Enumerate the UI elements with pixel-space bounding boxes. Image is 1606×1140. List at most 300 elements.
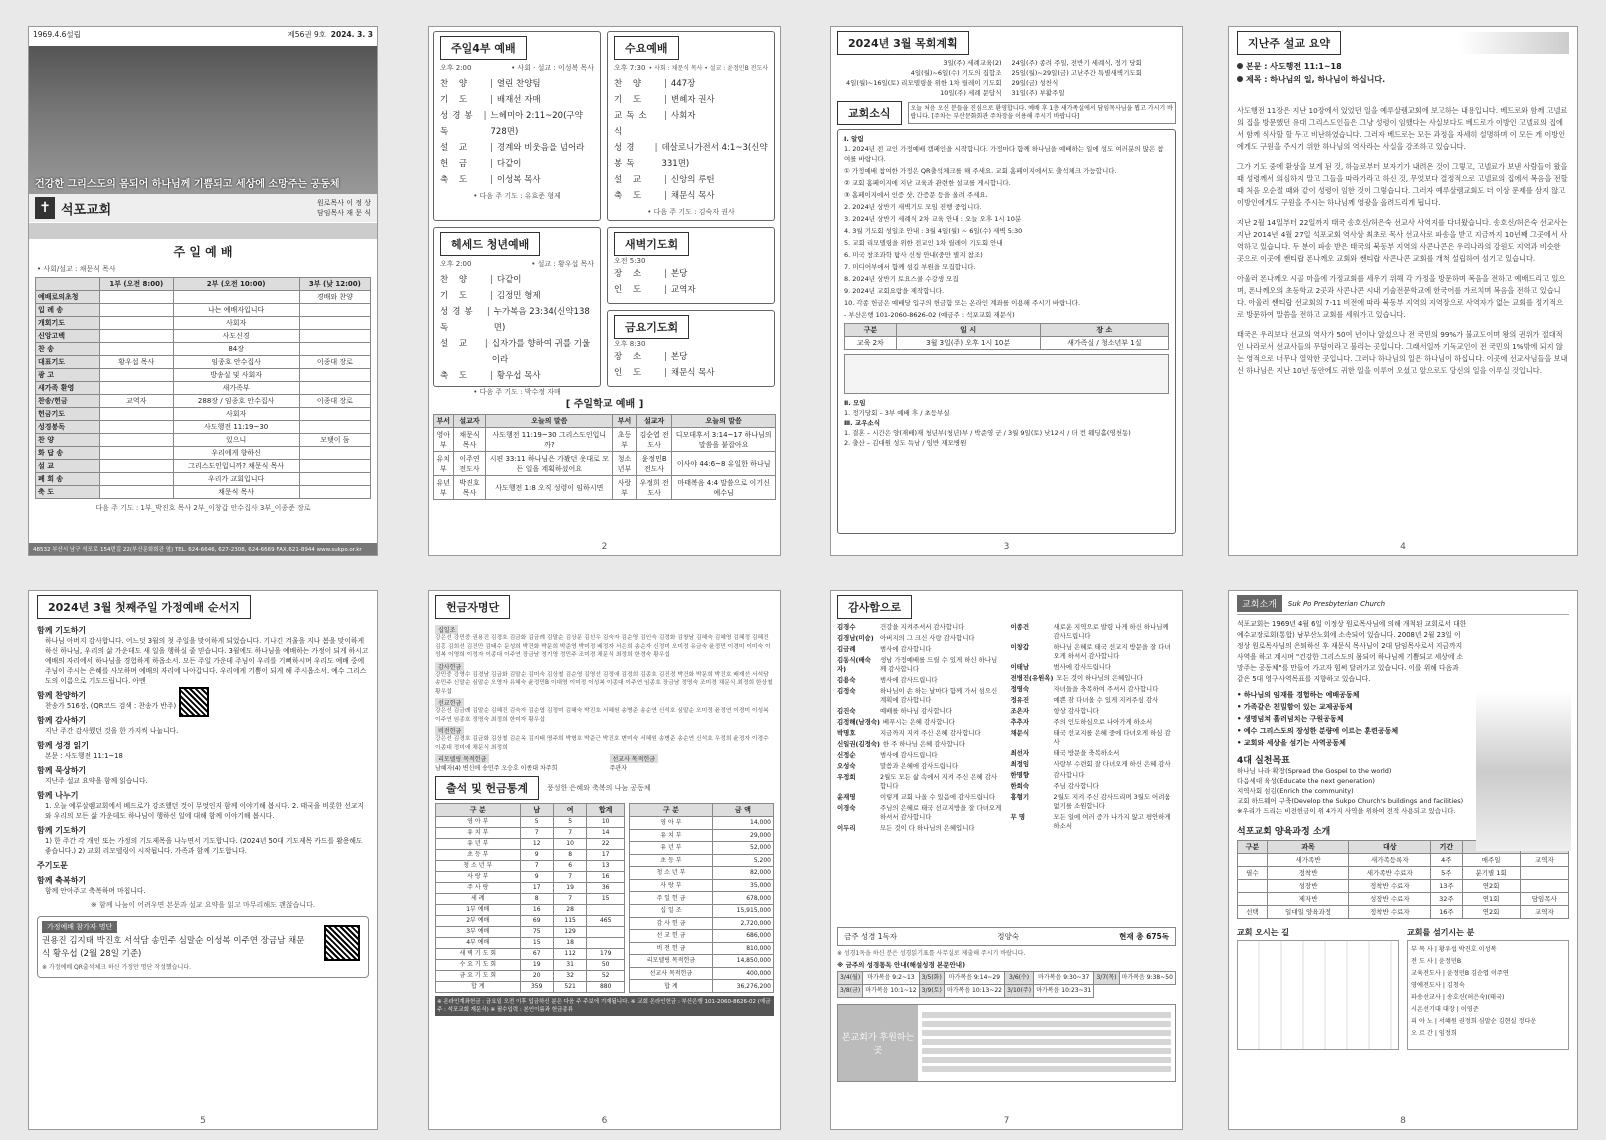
hymn-qr-code-icon[interactable] [179,687,209,717]
off-cell: 810,000 [712,942,773,955]
att-cell: 9 [520,850,553,861]
meeting-item: 1. 정기당회 – 3부 예배 후 / 초등부실 [844,409,950,417]
thanks-name: 김정숙 [837,687,856,695]
course-header: 기간 [1431,841,1462,854]
off-cell: 686,000 [712,930,773,943]
youth-next: • 다음 주 기도 : 박수정 자매 [473,388,561,396]
thanks-entry [1011,643,1177,661]
att-cell: 179 [587,949,625,960]
order-cell: 교역자 [100,395,174,408]
course-cell: 정착반 수료자 [1349,906,1431,919]
thanks-name: 채문식 [1010,729,1030,737]
order-cell: 288장 / 임종호 안수집사 [173,395,299,408]
course-header: 과목 [1267,841,1349,854]
goal-item: • 가족같은 친밀함이 있는 교제공동체 [1237,703,1353,711]
row-value: 교역자 [670,285,696,295]
plan-item: 31일(주) 부활주일 [1011,89,1065,97]
thanks-name: 신정순 [837,751,856,759]
thanks-text: 새로운 지역으로 발령 나게 하신 하나님께 감사드립니다 [1053,623,1169,640]
bulletin-page-3 [830,26,1183,556]
att-row [436,927,625,938]
course-cell: 32주 [1431,893,1462,906]
school-header: 오늘의 말씀 [486,415,613,428]
off-row [630,930,774,943]
service-row [614,108,768,140]
att-cell [587,927,625,938]
order-cell [100,421,174,434]
row-label: 설 교 [440,339,472,349]
section-text: 찬송가 516장, (QR코드 검색 : 찬송가 반주) [45,702,177,710]
service-row [614,188,768,204]
remodel-label: 리모델링 목적헌금 [435,754,489,763]
baptism-table [844,323,1169,350]
row-value: 배재선 자매 [496,95,541,105]
school-row [434,452,776,476]
off-row [630,892,774,905]
off-row [630,917,774,930]
sunday-service-title: 주 일 예 배 [173,245,233,259]
section-heading: 함께 축복하기 [37,876,87,885]
row-sep: | [484,339,488,349]
order-cell: 신앙고백 [36,330,100,343]
thanks-text: 예배를 하나님 감사합니다 [880,707,952,715]
order-cell: 채문식 목사 [173,486,299,499]
row-sep: | [664,79,667,89]
school-cell: 사도행전 1:8 오직 성령이 임하시면 [486,476,613,500]
order-cell [299,382,370,395]
page-number: 8 [1400,1116,1406,1126]
att-cell: 15 [520,938,553,949]
row-sep: | [664,175,667,185]
sermon-paragraph: 지난 2월 14일부터 22일까지 태국 송호신/허은숙 선교사 사역지를 다녀왔습니다. 송호신/허은숙 선교사는 지난 2014년 4월 27일 석포교회 역사상 최초로 목사 선교사로 파송을 받고 지금까지 10년째 그곳에서 사역하고 있습니다. 두 분이 파송 받은 태국의 북동부 지역의 사콘나콘은 우리나라의 강원도 지역과 비슷한 곳으로 이곳에 쌘티랍 폰나께오 교회와 쌘티랍 사콘나콘 교회를 개척 설립하여 섬기고 있습니다. [1237,218,1568,263]
school-row [434,428,776,452]
off-cell: 15,915,000 [712,904,773,917]
order-cell: 84장 [173,343,299,356]
course-cell [1520,880,1568,893]
thanks-entry [837,762,1003,771]
thanks-text: 범사에 감사드립니다 [880,751,938,759]
server-item: 부 목 사 | 황우섭 박진호 이성복 [1411,946,1497,953]
thanks-entry [1011,623,1177,641]
row-label: 설 교 [440,143,472,153]
service-row [440,368,594,384]
thanks-text: 말씀과 은혜에 감사드립니다 [880,762,959,770]
intro-title: 교회소개 [1237,595,1282,612]
service-row [440,304,594,336]
server-item: 파송선교사 | 송호신(허은숙)(태국) [1411,994,1505,1001]
att-cell: 주 사 랑 [436,883,521,894]
order-cell [173,291,299,304]
att-cell: 유 치 부 [436,828,521,839]
thanks-text: 이렇게 교회 나올 수 있음에 감사드립니다 [880,793,996,801]
plan-item: 29일(금) 성찬식 [1011,79,1059,87]
thanks-text: 자녀들을 축복하여 주셔서 감사합니다 [1053,685,1159,693]
order-cell [100,330,174,343]
page-number: 3 [1003,542,1010,552]
course-row [1238,893,1569,906]
thanks-entry [837,687,1003,705]
course-cell: 연1회 [1462,893,1520,906]
course-cell: 연2회 [1462,880,1520,893]
row-label: 찬 양 [614,79,646,89]
att-row [436,883,625,894]
thanks-entry [1011,696,1177,705]
att-cell: 10 [587,817,625,828]
order-row [36,291,371,304]
family-worship-title: 2024년 3월 첫째주일 가정예배 순서지 [37,595,251,619]
att-cell: 5 [520,817,553,828]
decoration-image [1459,32,1569,54]
service4-title: 주일4부 예배 [440,36,527,60]
att-cell: 8 [553,850,586,861]
thanks-entry [837,707,1003,716]
plan-passage: 마가복음 10:13~22 [944,985,1004,998]
thanks-text: 모든 것이 다 하나님의 은혜입니다 [880,824,975,832]
order-cell [100,291,174,304]
att-cell: 7 [553,872,586,883]
lead-pastor: 담임목사 재 문 식 [316,209,371,217]
thanks-entry [837,634,1003,643]
thanks-entry [837,804,1003,822]
off-cell: 영 아 부 [630,817,713,830]
thanks-text: 감사합니다 [1053,771,1085,779]
notice-item: ② 교회 홈페이지에 지난 교육과 관련한 설교를 게시합니다. [844,179,1011,187]
dawn-box [607,227,775,304]
member-item-1: 1. 결혼 – 시간은 양(재배)재 청년부(청년)부 / 박준영 군 / 3월 9일(토) 낮12시 / 더 컨 웨딩홀(영천동) [844,429,1131,437]
thanks-name: 김금례 [837,645,856,653]
order-cell [100,473,174,486]
service-row [614,266,768,282]
plan-title: ※ 금주의 성경통독 안내(해설성경 본문안내) [837,961,966,969]
course-cell: 13주 [1431,880,1462,893]
baptism-cell: 새가족실 / 청소년부 1실 [1040,337,1168,350]
order-row [36,369,371,382]
offering-group-names: 강민중 강영수 김경남 김금화 김말순 김미숙 김상철 김순영 김영선 김정애 김정희 김종호 김진경 박건화 박문희 박진호 배재선 서석담 송민주 신말순 심말순 오영자 유혜숙 윤정민B 이대영 이미정 이성복 이종대 이주연 임종호 장금남 정명숙 조미경 채문식 최정희 한상철 황우섭 [435,671,773,695]
sunday-order-table [35,277,371,499]
order-cell: 찬 양 [36,434,100,447]
att-cell: 129 [553,927,586,938]
thanks-name: 무 명 [1010,813,1026,821]
service-row [614,365,768,381]
row-sep: | [490,371,493,381]
thanks-name: 최정임 [1010,760,1030,768]
news-intro: 오늘 처음 오신 분들을 진심으로 환영합니다. 예배 후 1층 새가족실에서 담임목사님을 뵙고 가시기 바랍니다. [주차는 부산문화회관 주차장을 이용해 주시기 바랍니다] [908,102,1176,124]
notice-item: 7. 미디어부에서 함께 섬길 부원을 모집합니다. [844,263,976,271]
row-value: 다같이 [496,275,522,285]
course-cell [1238,880,1268,893]
row-label: 장 소 [614,352,646,362]
order-cell: 있으니 [173,434,299,447]
order-cell: 축 도 [36,486,100,499]
course-table [1237,840,1569,919]
server-item: 전 도 사 | 윤정민B [1411,958,1462,965]
order-cell [299,330,370,343]
att-cell [587,938,625,949]
practice-item: ※우리가 드리는 비전헌금이 위 4가지 사역을 위하여 전적 사용되고 있습니다. [1237,807,1456,815]
att-cell: 50 [587,960,625,971]
thanks-text: 태국 선교지를 은혜 중에 다녀오게 하심 감사 [1053,729,1171,746]
row-label: 설 교 [614,175,646,185]
school-cell: 영아부 [434,428,454,452]
att-row [436,905,625,916]
church-logo-icon: ✝ [35,197,55,219]
row-value: 채문식 목사 [670,368,715,378]
order-cell: 사도행전 11:19~30 [173,421,299,434]
thanks-entry [837,718,1003,727]
row-value: 황우섭 목사 [496,371,541,381]
thanks-entry [837,729,1003,738]
row-label: 찬 양 [440,275,472,285]
att-cell: 수 요 기 도 회 [436,960,521,971]
page-number: 2 [601,542,608,552]
order-cell: 입 례 송 [36,304,100,317]
off-cell: 유 치 부 [630,829,713,842]
off-cell: 35,000 [712,879,773,892]
att-cell: 36 [587,883,625,894]
school-cell: 채문식 목사 [453,428,486,452]
course-cell: 새가족반 [1267,854,1349,867]
remodel-notice-box [844,354,1169,394]
member-section: Ⅲ. 교우소식 [844,419,880,427]
thanks-entry [837,751,1003,760]
school-cell: 사도행전 11:19~30 그리스도인입니까? [486,428,613,452]
att-header: 구 분 [436,804,521,817]
thanks-entry [837,656,1003,674]
offering-group-names: 강은선 김경호 김금화 김상철 김순옥 김지태 명주희 박형호 박준근 박진호 변미숙 서혜원 송병준 송순연 신석호 우정희 윤정자 이경수 이종대 정미애 채문식 최정희 [435,736,769,751]
map-title: 교회 오시는 길 [1237,928,1289,937]
att-cell: 새 벽 기 도 회 [436,949,521,960]
family-note: ※ 함께 나눔이 어려우면 본문과 설교 요약을 읽고 마무리해도 괜찮습니다. [90,901,316,909]
off-cell: 비 전 헌 금 [630,942,713,955]
offering-group-label: 선교헌금 [435,698,464,707]
off-cell: 주 일 헌 금 [630,892,713,905]
thanks-name: 김동식(배숙자) [837,656,871,673]
row-value: 열린 찬양팀 [496,79,541,89]
thanks-text: 항상 감사합니다 [1053,707,1099,715]
thanks-text: 범사에 감사드립니다 [1053,663,1112,671]
att-cell: 67 [520,949,553,960]
thanks-name: 김진숙 [837,707,856,715]
stats-subtitle: 풍성한 은혜와 축복의 나눔 공동체 [547,784,651,792]
att-header: 합계 [587,804,625,817]
plan-row [838,985,1176,998]
server-item: 시온선기대 대장 | 이영준 [1411,1006,1479,1013]
course-cell: 매주일 [1462,854,1520,867]
order-cell: 찬송/헌금 [36,395,100,408]
att-cell: 18 [553,938,586,949]
row-label: 교독소식 [614,111,651,137]
presider-label: • 사회/설교 : 채문식 목사 [37,265,116,273]
att-cell: 75 [520,927,553,938]
thanks-text: 베푸시는 은혜 감사합니다 [882,718,955,726]
thanks-text: 생남 가정예배를 드릴 수 있게 하신 하나님께 감사합니다 [880,656,998,673]
sermon-subject: 제목 : 하나님의 일, 하나님이 하십니다. [1246,75,1386,84]
thanks-entry [1011,674,1177,683]
four-goals-title: 4대 실천목표 [1237,756,1290,766]
friday-time: 오후 8:30 [614,340,646,348]
thanks-text: 지금까지 지켜 주신 은혜 감사합니다 [880,729,981,737]
order-cell: 이종대 장로 [299,356,370,369]
intro-text: 석포교회는 1969년 4월 6일 이정상 원로목사님에 의해 개척된 교회로서 대한예수교장로회(통합) 남부산노회에 소속되어 있습니다. 2008년 2월 23일 이정상 원로목사님의 은퇴하신 후 재문식 목사님이 2대 담임목사로서 지금까지 사역을 하고 계시며 "건강한 그리스도의 몸되어 하나님께 기쁨되고 세상에 소망주는 공동체"를 만들어 가고자 힘써 달려가고 있습니다. 이를 위해 다음과 같은 5대 영구사역목표를 지향하고 있습니다. [1237,620,1467,683]
att-cell: 13 [587,861,625,872]
sermon-paragraph: 아울러 폰나께오 시골 마을에 가정교회를 세우기 위해 각 가정을 방문하며 복음을 전하고 예배드리고 있으며, 폰나께오의 초등학교 2곳과 사콘나콘 시내 기술전문학교에 한국어를 가르치며 복음을 전하고 있습니다. 아울러 쌘티랍 선교회의 7-11 비전에 따라 북동부 지역의 지역장으로 사역자가 없는 교회를 정기적으로 방문하여 말씀을 전하고 교회를 세워가고 있습니다. [1237,274,1566,319]
thanks-text: 건강을 지켜주셔서 감사합니다 [880,623,965,631]
row-value: 사회자 [670,111,696,121]
plan-passage: 마가복음 9:30~37 [1034,972,1094,985]
order-cell: 모탯이 둠 [299,434,370,447]
att-cell: 15 [587,894,625,905]
plan-day: 3/5(화) [919,972,944,985]
service-row [614,76,768,92]
order-row [36,447,371,460]
baptism-cell: 교육 2차 [845,337,897,350]
course-cell: 필수 [1238,867,1268,880]
thanks-text: 2월도 모든 삶 속에서 지켜 주신 은혜 감사합니다 [880,773,998,790]
order-row [36,317,371,330]
off-cell: 2,720,000 [712,917,773,930]
att-cell: 5 [553,817,586,828]
off-row [630,955,774,968]
att-row [436,960,625,971]
row-sep: | [483,111,487,121]
att-row [436,828,625,839]
off-header: 금 액 [712,804,773,817]
page-number: 6 [601,1116,608,1126]
section-text: 하나님 아버지 감사합니다. 어느덧 3월의 첫 주일을 맞이하게 되었습니다. 기나긴 겨울을 지나 봄을 맞이하게 하신 하나님, 우리의 삶 가운데도 새 일을 행하실 줄 믿습니다. 3월에도 하나님을 예배하는 가정이 되게 하시고 예배의 자리에서 하나님을 경험하게 하옵소서. 모든 주일 가운데 주님이 우리를 기뻐하시며 우리도 예배 중에 주님이 주시는 은혜를 사모하며 예배의 자리에 나아갑니다. 우리에게 기쁨이 되게 해 주시옵소서. 예수 그리스도의 이름으로 기도드립니다. 아멘 [45,637,369,685]
baptism-header: 장 소 [1040,324,1168,337]
roster-title: 가정예배 참가자 명단 [42,921,117,933]
date-label: 2024. 3. 3 [330,30,373,39]
founded-label: 1969.4.6설립 [33,30,81,39]
school-cell: 김순엽 전도사 [636,428,672,452]
row-value: 447장 [670,79,696,89]
thanks-text: 2월도 지켜 주신 감사드리며 3월도 어려움 없기를 소원합니다 [1053,793,1171,810]
thanks-entry [837,824,1003,833]
order-cell: 성경봉독 [36,421,100,434]
school-row [434,476,776,500]
off-row [630,829,774,842]
school-cell: 이주연 전도사 [453,452,486,476]
support-title: 본교회가 후원하는 곳 [838,1005,918,1081]
att-cell: 521 [553,982,586,993]
att-row [436,850,625,861]
course-cell: 연2회 [1462,906,1520,919]
sermon-summary-title: 지난주 설교 요약 [1237,31,1341,55]
order-row [36,304,371,317]
thanks-entry [1011,718,1177,727]
school-table [433,414,776,500]
thanks-name: 김경수 [837,623,856,631]
att-cell: 사 랑 부 [436,872,521,883]
school-header: 부서 [434,415,454,428]
school-header: 부서 [613,415,637,428]
att-cell: 17 [587,850,625,861]
row-label: 축 도 [440,371,472,381]
off-cell: 선 교 헌 금 [630,930,713,943]
service4-time: 오후 2:00 [440,64,472,72]
offering-stats-table [629,803,774,993]
row-sep: | [664,269,667,279]
thanks-entry [1011,663,1177,672]
qr-code-icon[interactable] [324,925,360,961]
section-heading: 함께 감사하기 [37,716,87,725]
att-row [436,861,625,872]
thanks-title: 감사함으로 [837,595,912,619]
row-label: 기 도 [440,95,472,105]
thanks-text: 범사에 감사드립니다 [880,676,938,684]
order-cell: 설 교 [36,460,100,473]
practice-item: 지역사회 섬김(Enrich the community) [1237,787,1354,795]
goal-item: • 예수 그리스도의 장성한 분량에 이르는 훈련공동체 [1237,727,1399,735]
order-cell: 사회자 [173,408,299,421]
plan-item: 4일(월)~16일(토) 리모델링을 위한 1차 릴레이 기도회 [846,79,1002,87]
thanks-name: 정영숙 [1010,685,1030,693]
server-item: 영에전도사 | 김청숙 [1411,982,1465,989]
att-cell: 6 [553,861,586,872]
row-label: 인 도 [614,285,646,295]
order-row [36,421,371,434]
att-row [436,894,625,905]
row-sep: | [664,352,667,362]
att-cell: 69 [520,916,553,927]
sermon-paragraph: 그가 기도 중에 환상을 보게 된 것, 하늘로부터 보자기가 내려온 것이 그렇고, 고넬료가 보낸 사람들이 왔을 때 성령께서 의심하지 말고 그들을 따라가라고 하신 것, 무엇보다 결정적으로 고넬료의 집에서 복음을 전할 때 처음 오순절 때와 같이 성령이 임한 것이 그렇습니다. 그러자 예루살렘교회도 더 이상 문제를 삼지 않고 이방인에게도 구원을 주시는 하나님께 영광을 올려드리게 됩니다. [1237,162,1568,207]
course-cell: 제자반 [1267,893,1349,906]
section-heading: 함께 찬양하기 [37,691,87,700]
thanks-entry [837,740,1003,749]
practice-item: 다음세대 육성(Educate the next generation) [1237,777,1375,785]
thanks-text: 하나님 은혜로 태국 선교지 방문을 잘 다녀오게 하셔서 감사합니다 [1053,643,1171,660]
order-cell: 폐 회 송 [36,473,100,486]
sermon-text: 본문 : 사도행전 11:1~18 [1246,62,1342,71]
att-row [436,817,625,828]
thanks-text: 예쁜 잠 다녀올 수 있게 지켜주심 감사 [1053,696,1159,704]
order-cell [100,343,174,356]
thanks-text: 한 주 하나님 은혜 감사합니다 [882,740,966,748]
offering-group-names: 강은선 강민중 권용진 김경호 김금화 김금례 김말순 김상문 김선우 김숙자 김순영 김인숙 김정화 김창남 김혜숙 김혜영 김혜정 김혜진 김홍 김희선 김진만 김태수 문성희 박건화 박문희 박준영 박미정 배정자 서은희 송순자 신정미 오미정 유금숙 윤정민 이경미 이미숙 이성복 이영희 이정자 이종대 이주연 장금남 정기영 정민주 조미경 채문식 최정희 한경숙 황우섭 [435,635,771,658]
off-cell: 합 계 [630,980,713,993]
thanks-text: 사랑부 수련회 잘 다녀오게 하신 은혜 감사 [1053,760,1171,768]
off-cell: 36,276,200 [712,980,773,993]
page-number: 4 [1400,542,1406,552]
plan-passage: 마가복음 9:2~13 [863,972,919,985]
course-row [1238,867,1569,880]
plan-item: 4일(월)~6일(수) 기도의 집합조 [910,69,1002,77]
plan-day: 3/7(목) [1094,972,1119,985]
thanks-name: 윤재영 [837,793,856,801]
off-cell: 14,000 [712,817,773,830]
att-cell: 세 례 [436,894,521,905]
row-label: 성경봉독 [614,143,639,169]
course-cell: 일대일 양육과정 [1267,906,1349,919]
course-row [1238,880,1569,893]
thanks-name: 한희숙 [1010,782,1030,790]
row-value: 김정민 형제 [496,291,541,301]
church-name: 석포교회 [61,202,112,218]
school-cell: 유치부 [434,452,454,476]
goal-text: 예수 그리스도의 장성한 분량에 이르는 훈련공동체 [1243,727,1399,735]
att-cell: 16 [587,872,625,883]
thanks-name: 오성숙 [837,762,856,770]
service-row [440,336,594,368]
section-text: 지난주 설교 요약을 함께 읽습니다. [45,777,148,785]
order-cell [299,317,370,330]
thanks-text: 범사에 감사합니다 [880,645,932,653]
service-row [614,140,768,172]
off-row [630,967,774,980]
thanks-text: 모든 것이 하나님의 은혜입니다 [1056,674,1143,682]
church-map[interactable] [1237,940,1399,1050]
off-cell: 82,000 [712,867,773,880]
